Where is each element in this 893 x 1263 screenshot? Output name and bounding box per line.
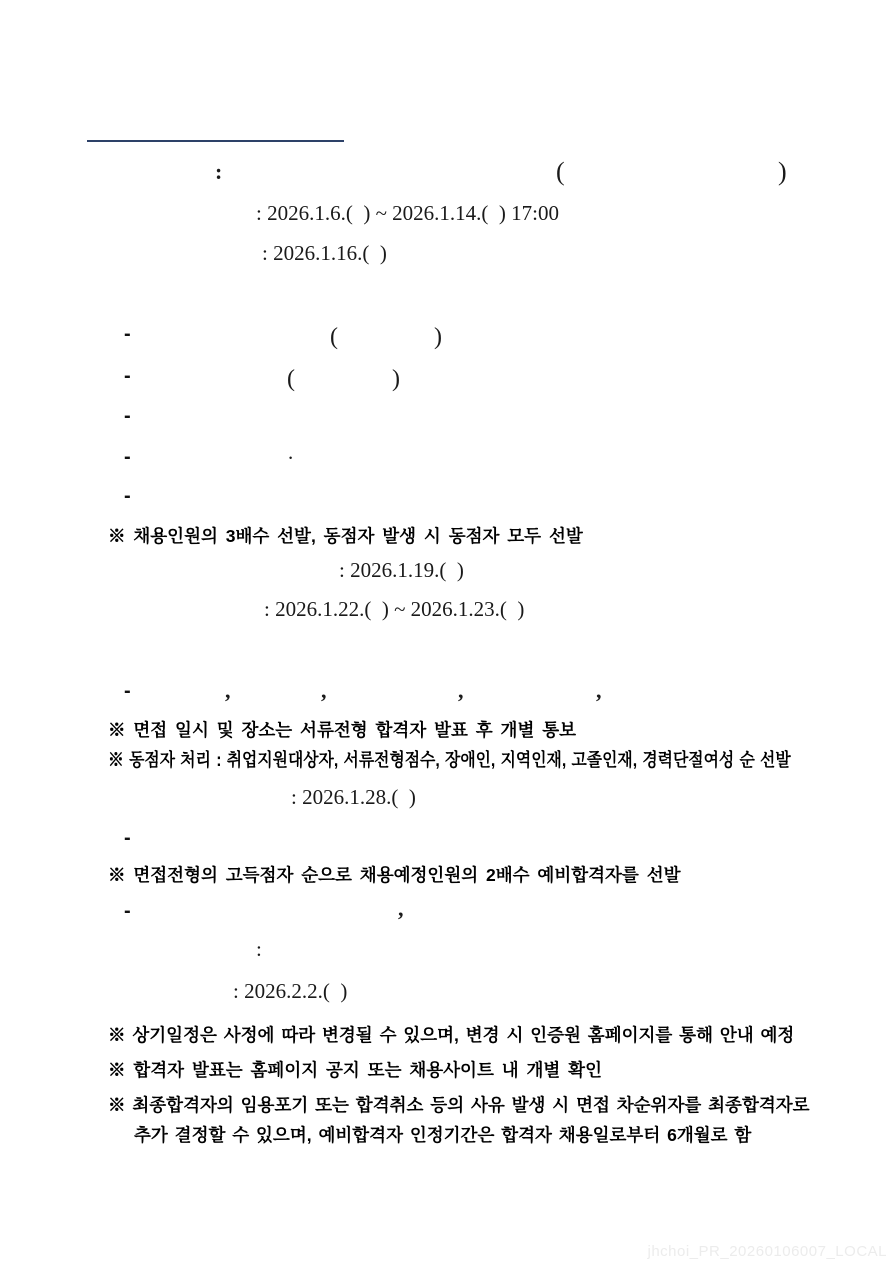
dash-bullet-8: - [124,900,131,922]
comma-5: , [398,896,404,921]
note-3x-selection: ※ 채용인원의 3배수 선발, 동점자 발생 시 동점자 모두 선발 [108,526,583,546]
note-schedule-change: ※ 상기일정은 사정에 따라 변경될 수 있으며, 변경 시 인증원 홈페이지를 통해 안내 예정 [108,1025,795,1045]
date-line-application-period: : 2026.1.6.( ) ~ 2026.1.14.( ) 17:00 [256,201,560,225]
paren-open-icon: ( [556,157,565,186]
comma-3: , [458,678,464,703]
comma-2: , [321,678,327,703]
dash-bullet-4: - [124,446,131,468]
date-line-final-announce: : 2026.1.28.( ) [291,785,416,809]
note-final-revocation-cont: 추가 결정할 수 있으며, 예비합격자 인정기간은 합격자 채용일로부터 6개월로 함 [134,1125,752,1145]
lone-colon: : [256,937,262,961]
note-tiebreaker: ※ 동점자 처리 : 취업지원대상자, 서류전형점수, 장애인, 지역인재, 고졸인재, 경력단절여성 순 선발 [108,750,791,770]
dash-bullet-3: - [124,405,131,427]
paren-close-icon: ) [434,324,442,350]
dash-bullet-7: - [124,827,131,849]
dash-bullet-1: - [124,323,131,345]
comma-4: , [596,678,602,703]
watermark-text: jhchoi_PR_20260106007_LOCAL [647,1243,887,1260]
note-announcement-check: ※ 합격자 발표는 홈페이지 공지 또는 채용사이트 내 개별 확인 [108,1060,602,1080]
paren-close-icon: ) [778,157,787,186]
note-reserve-2x: ※ 면접전형의 고득점자 순으로 채용예정인원의 2배수 예비합격자를 선발 [108,865,681,885]
divider-line [87,140,344,142]
paren-close-icon: ) [392,366,400,392]
date-line-appointment: : 2026.2.2.( ) [233,979,348,1003]
dash-bullet-2: - [124,365,131,387]
dash-bullet-5: - [124,485,131,507]
date-line-interview-period: : 2026.1.22.( ) ~ 2026.1.23.( ) [264,597,525,621]
note-final-revocation: ※ 최종합격자의 임용포기 또는 합격취소 등의 사유 발생 시 면접 차순위자를 최종합격자로 [108,1095,810,1115]
dash-bullet-6: - [124,680,131,702]
paren-open-icon: ( [287,366,295,392]
period-mark: . [288,440,294,464]
date-line-document-result: : 2026.1.16.( ) [262,241,387,265]
date-line-interview-announce: : 2026.1.19.( ) [339,558,464,582]
field-colon: : [215,159,223,184]
comma-1: , [225,678,231,703]
note-interview-notice: ※ 면접 일시 및 장소는 서류전형 합격자 발표 후 개별 통보 [108,720,577,740]
paren-open-icon: ( [330,324,338,350]
